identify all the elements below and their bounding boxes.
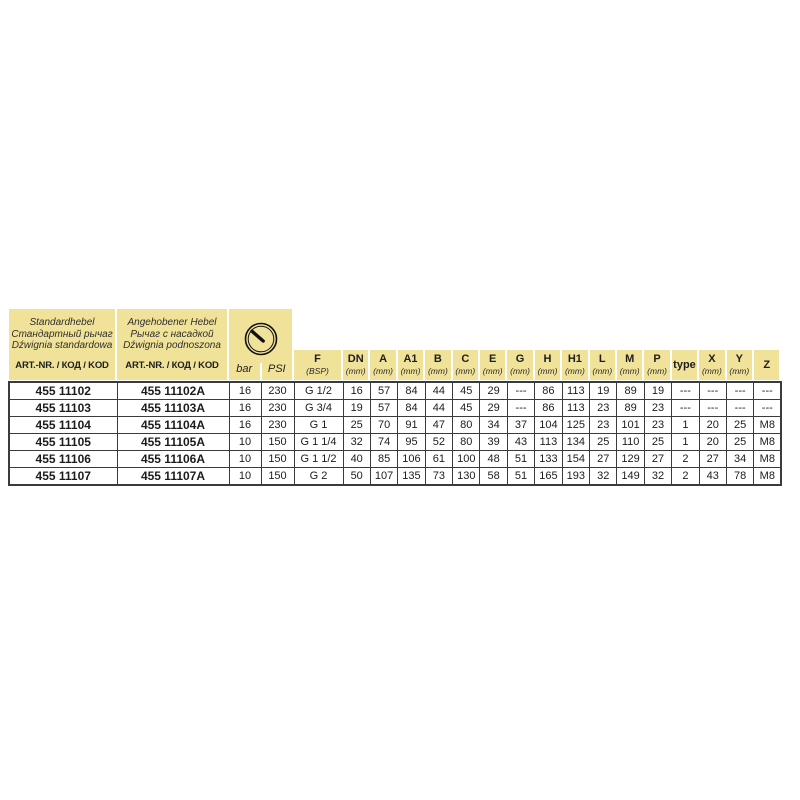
column-header-p [644,350,669,380]
column-header-standard-lever [9,309,115,380]
column-unit: (mm) [592,366,613,376]
art-number-cell: 455 11104 [9,417,117,434]
table-cell: 91 [398,417,425,434]
title-line-de: Standardhebel [29,317,95,328]
table-cell: 165 [535,468,562,486]
bar-unit-label: bar [236,363,253,375]
column-unit: (mm) [510,366,530,376]
table-cell: 29 [480,400,507,417]
column-label: F [314,353,321,365]
table-header [8,309,781,380]
table-cell: 57 [370,382,397,400]
title-line-ru: Рычаг с насадкой [130,328,214,340]
table-cell: 110 [617,434,644,451]
column-header-type [672,350,697,380]
column-header-pressure [229,309,292,380]
art-number-cell: 455 11107 [9,468,117,486]
column-header-h1 [562,350,587,380]
column-header-z [754,350,779,380]
column-label: X [708,353,716,365]
table-row [9,382,781,400]
title-line-pl: Dźwignia podnoszona [123,340,221,351]
table-cell: 25 [590,434,617,451]
column-label: P [653,353,661,365]
table-cell: 106 [398,451,425,468]
table-cell: 27 [590,451,617,468]
art-number-cell: 455 11105 [9,434,117,451]
table-cell: --- [672,382,699,400]
psi-unit-label: PSI [267,363,286,375]
table-cell: 150 [261,451,294,468]
table-cell: 43 [699,468,726,486]
column-unit: (mm) [537,366,558,376]
table-cell: 125 [562,417,589,434]
table-cell: 107 [370,468,397,486]
column-header-g [507,350,532,380]
table-row [9,434,781,451]
title-line-de: Angehobener Hebel [127,317,217,328]
table-cell: 133 [535,451,562,468]
column-header-l [590,350,615,380]
table-row [9,417,781,434]
table-cell: 43 [507,434,534,451]
column-unit: (mm) [619,366,640,376]
table-cell: 34 [480,417,507,434]
table-cell: 44 [425,382,452,400]
table-cell: 20 [699,434,726,451]
column-label: E [489,353,497,365]
column-header-a1 [398,350,423,380]
table-cell: 154 [562,451,589,468]
table-cell: --- [699,382,726,400]
table-row [9,451,781,468]
column-label: H [543,353,552,365]
table-cell: 19 [343,400,370,417]
table-cell: 51 [507,451,534,468]
column-unit: (mm) [345,366,366,376]
table-cell: 25 [726,434,753,451]
table-cell: 45 [453,382,480,400]
column-header-c [453,350,478,380]
table-cell: 29 [480,382,507,400]
title-line-pl: Dźwignia standardowa [11,340,113,351]
table-cell: 113 [562,382,589,400]
column-header-a [370,350,395,380]
table-cell: 135 [398,468,425,486]
column-unit: (mm) [427,366,448,376]
art-number-cell: 455 11107A [117,468,229,486]
table-cell: 85 [370,451,397,468]
column-header-raised-lever [117,309,227,380]
table-cell: 10 [229,434,261,451]
table-cell: 130 [453,468,480,486]
column-header-y [727,350,752,380]
table-cell: 193 [562,468,589,486]
table-cell: 113 [535,434,562,451]
table-cell: 70 [370,417,397,434]
table-cell: --- [507,382,534,400]
table-cell: 50 [343,468,370,486]
table-cell: 80 [453,434,480,451]
table-cell: --- [507,400,534,417]
table-cell: 134 [562,434,589,451]
table-cell: --- [754,382,781,400]
table-cell: 104 [535,417,562,434]
table-cell: 1 [672,434,699,451]
table-cell: 61 [425,451,452,468]
table-cell: 95 [398,434,425,451]
table-cell: 32 [590,468,617,486]
table-cell: 25 [343,417,370,434]
table-cell: 230 [261,417,294,434]
column-label: L [598,353,606,365]
column-label: A [379,353,388,365]
table-cell: 19 [590,382,617,400]
table-cell: 1 [672,417,699,434]
table-cell: 45 [453,400,480,417]
specification-table [8,309,781,486]
table-cell: 84 [398,382,425,400]
table-cell: 86 [535,382,562,400]
table-cell: --- [726,400,753,417]
column-unit: (mm) [701,366,722,376]
column-header-x [699,350,724,380]
table-cell: 16 [229,417,261,434]
table-cell: G 3/4 [294,400,343,417]
table-cell: 10 [229,468,261,486]
table-cell: 10 [229,451,261,468]
table-cell: 23 [644,400,671,417]
table-cell: --- [754,400,781,417]
table-cell: 86 [535,400,562,417]
column-label: Z [763,358,771,371]
table-cell: 230 [261,382,294,400]
art-number-cell: 455 11103 [9,400,117,417]
column-unit: (BSP) [306,366,329,376]
table-cell: --- [672,400,699,417]
table-row [9,468,781,486]
art-number-cell: 455 11102A [117,382,229,400]
column-label: B [433,353,442,365]
column-label: M [625,353,635,365]
table-cell: 129 [617,451,644,468]
column-label: C [461,353,470,365]
column-label: H1 [567,353,582,365]
spec-data-table [8,381,782,486]
art-number-label: ART.-NR. / КОД / KOD [125,360,219,371]
raised-lever-title [117,309,227,352]
table-cell: M8 [754,451,781,468]
table-cell: 113 [562,400,589,417]
column-unit: (mm) [455,366,476,376]
table-cell: 37 [507,417,534,434]
table-cell: M8 [754,417,781,434]
table-cell: 39 [480,434,507,451]
column-unit: (mm) [373,366,393,376]
table-cell: 150 [261,468,294,486]
art-number-cell: 455 11106 [9,451,117,468]
table-cell: 80 [453,417,480,434]
table-cell: 73 [425,468,452,486]
table-cell: 52 [425,434,452,451]
table-cell: 89 [617,382,644,400]
table-cell: 100 [453,451,480,468]
table-cell: 16 [229,382,261,400]
column-header-e [480,350,505,380]
art-number-cell: 455 11104A [117,417,229,434]
table-cell: 230 [261,400,294,417]
art-number-label: ART.-NR. / КОД / KOD [15,360,109,371]
column-unit: (mm) [729,366,750,376]
art-number-cell: 455 11105A [117,434,229,451]
table-cell: G 1 [294,417,343,434]
table-cell: 27 [644,451,671,468]
table-cell: 149 [617,468,644,486]
table-cell: G 1 1/2 [294,451,343,468]
table-cell: 2 [672,468,699,486]
column-header-dn [343,350,368,380]
column-header-f [294,350,341,380]
pressure-gauge-icon [243,321,279,357]
table-cell: 78 [726,468,753,486]
table-cell: 47 [425,417,452,434]
column-unit: (mm) [647,366,667,376]
table-cell: 74 [370,434,397,451]
table-cell: 51 [507,468,534,486]
column-header-h [535,350,560,380]
table-cell: 34 [726,451,753,468]
table-cell: G 1 1/4 [294,434,343,451]
table-cell: 19 [644,382,671,400]
table-cell: G 2 [294,468,343,486]
column-header-m [617,350,642,380]
column-label: DN [347,353,364,365]
table-cell: 23 [590,417,617,434]
table-cell: 58 [480,468,507,486]
column-label: G [515,353,525,365]
column-unit: (mm) [482,366,503,376]
title-line-ru: Стандартный рычаг [11,328,113,340]
table-cell: --- [699,400,726,417]
column-label: Y [735,353,743,365]
table-cell: 25 [726,417,753,434]
table-row [9,400,781,417]
table-cell: 16 [229,400,261,417]
table-cell: 57 [370,400,397,417]
table-cell: M8 [754,434,781,451]
table-cell: 150 [261,434,294,451]
table-cell: 89 [617,400,644,417]
table-cell: 20 [699,417,726,434]
table-cell: 16 [343,382,370,400]
art-number-cell: 455 11103A [117,400,229,417]
table-cell: 101 [617,417,644,434]
art-number-cell: 455 11106A [117,451,229,468]
art-number-cell: 455 11102 [9,382,117,400]
column-header-b [425,350,450,380]
table-cell: 23 [590,400,617,417]
column-label: type [673,358,696,371]
column-unit: (mm) [564,366,585,376]
table-cell: 23 [644,417,671,434]
pressure-units [229,363,292,380]
table-cell: 25 [644,434,671,451]
table-cell: 84 [398,400,425,417]
table-cell: 44 [425,400,452,417]
table-cell: 40 [343,451,370,468]
table-cell: 48 [480,451,507,468]
table-cell: 32 [644,468,671,486]
table-cell: 27 [699,451,726,468]
standard-lever-title [9,309,115,352]
column-unit: (mm) [400,366,421,376]
column-label: A1 [403,353,418,365]
table-cell: M8 [754,468,781,486]
table-cell: --- [726,382,753,400]
table-cell: 2 [672,451,699,468]
table-cell: 32 [343,434,370,451]
table-cell: G 1/2 [294,382,343,400]
